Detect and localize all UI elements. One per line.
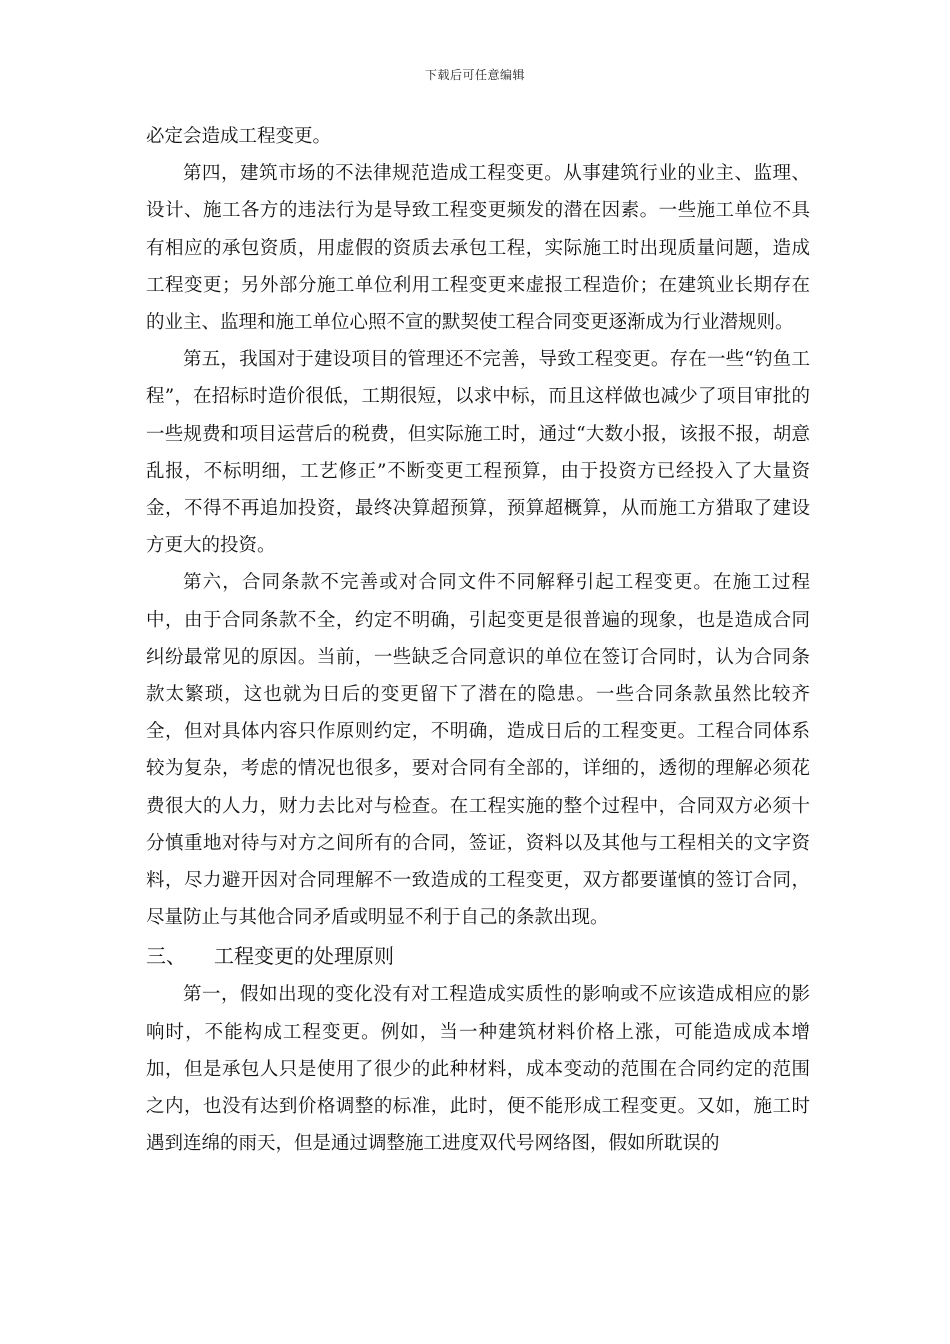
section-number: 三、 [146,944,186,969]
paragraph-continuation: 必定会造成工程变更。 [146,126,332,147]
paragraph-fifth: 第五，我国对于建设项目的管理还不完善，导致工程变更。存在一些“钓鱼工程”，在招标时造价很低，工期很短，以求中标，而且这样做也减少了项目审批的一些规费和项目运营后的税费，但实际施工时，通过“大数小报，该报不报，胡意乱报，不标明细，工艺修正”不断变更工程预算，由于投资方已经投入了大量资金，不得不再追加投资，最终决算超预算，预算超概算，从而施工方猎取了建设方更大的投资。 [146,349,810,557]
paragraph-principle-first: 第一，假如出现的变化没有对工程造成实质性的影响或不应该造成相应的影响时，不能构成工程变更。例如，当一种建筑材料价格上涨，可能造成成本增加，但是承包人只是使用了很少的此种材料，成本变动的范围在合同约定的范围之内，也没有达到价格调整的标准，此时，便不能形成工程变更。又如，施工时遇到连绵的雨天，但是通过调整施工进度双代号网络图，假如所耽误的 [146,984,810,1155]
section-title: 工程变更的处理原则 [214,944,394,969]
page-header: 下载后可任意编辑 [424,68,525,82]
section-heading [146,936,810,976]
document-body [146,118,810,1162]
paragraph-sixth: 第六，合同条款不完善或对合同文件不同解释引起工程变更。在施工过程中，由于合同条款不全，约定不明确，引起变更是很普遍的现象，也是造成合同纠纷最常见的原因。当前，一些缺乏合同意识的单位在签订合同时，认为合同条款太繁琐，这也就为日后的变更留下了潜在的隐患。一些合同条款虽然比较齐全，但对具体内容只作原则约定，不明确，造成日后的工程变更。工程合同体系较为复杂，考虑的情况也很多，要对合同有全部的，详细的，透彻的理解必须花费很大的人力，财力去比对与检查。在工程实施的整个过程中，合同双方必须十分慎重地对待与对方之间所有的合同，签证，资料以及其他与工程相关的文字资料，尽力避开因对合同理解不一致造成的工程变更，双方都要谨慎的签订合同，尽量防止与其他合同矛盾或明显不利于自己的条款出现。 [146,572,810,929]
paragraph-fourth: 第四，建筑市场的不法律规范造成工程变更。从事建筑行业的业主、监理、设计、施工各方的违法行为是导致工程变更频发的潜在因素。一些施工单位不具有相应的承包资质，用虚假的资质去承包工程，实际施工时出现质量问题，造成工程变更；另外部分施工单位利用工程变更来虚报工程造价；在建筑业长期存在的业主、监理和施工单位心照不宣的默契使工程合同变更逐渐成为行业潜规则。 [146,163,810,334]
